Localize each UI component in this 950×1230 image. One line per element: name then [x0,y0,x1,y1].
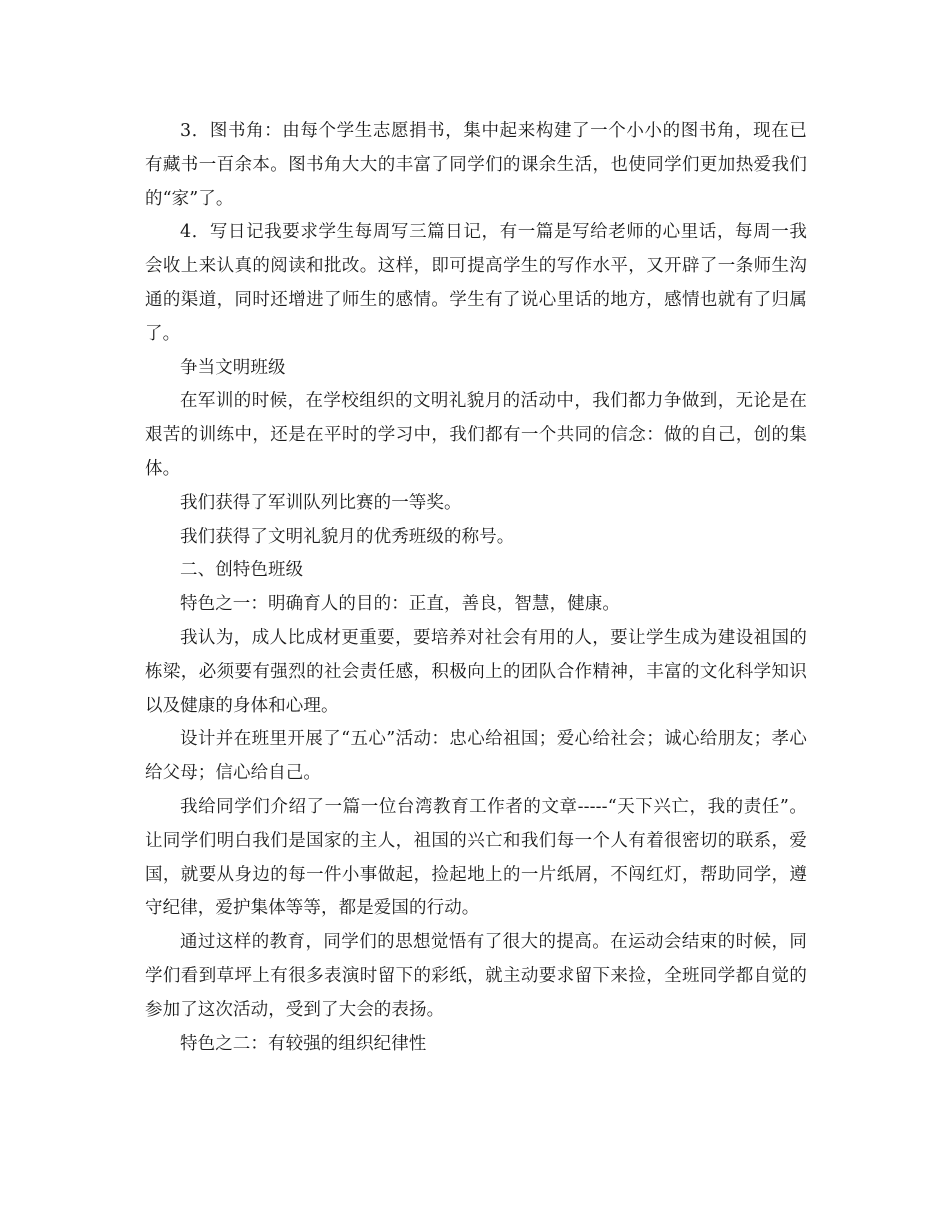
heading-civilized-class: 争当文明班级 [180,357,286,378]
paragraph-diary: 4．写日记我要求学生每周写三篇日记，有一篇是写给老师的心里话，每周一我会收上来认真的阅读和批改。这样，即可提高学生的写作水平，又开辟了一条师生沟通的渠道，同时还增进了师生的感情。学生有了说心里话的地方，感情也就有了归属了。 [145,222,807,344]
paragraph-award-courtesy: 我们获得了文明礼貌月的优秀班级的称号。 [180,526,515,547]
paragraph-five-hearts: 设计并在班里开展了“五心”活动：忠心给祖国；爱心给社会；诚心给朋友；孝心给父母；信心给自己。 [145,729,807,784]
paragraph-award-drill: 我们获得了军训队列比赛的一等奖。 [180,492,462,513]
paragraph-education-goal: 我认为，成人比成材更重要，要培养对社会有用的人，要让学生成为建设祖国的栋梁，必须要有强烈的社会责任感，积极向上的团队合作精神，丰富的文化科学知识以及健康的身体和心理。 [145,627,807,716]
heading-feature-two: 特色之二：有较强的组织纪律性 [180,1033,427,1054]
paragraph-sports-meet: 通过这样的教育，同学们的思想觉悟有了很大的提高。在运动会结束的时候，同学们看到草坪上有很多表演时留下的彩纸，就主动要求留下来捡，全班同学都自觉的参加了这次活动，受到了大会的表扬。 [145,932,807,1020]
paragraph-library-corner: 3．图书角：由每个学生志愿捐书，集中起来构建了一个小小的图书角，现在已有藏书一百余本。图书角大大的丰富了同学们的课余生活，也使同学们更加热爱我们的“家”了。 [145,121,807,209]
paragraph-military-training: 在军训的时候，在学校组织的文明礼貌月的活动中，我们都力争做到，无论是在艰苦的训练中，还是在平时的学习中，我们都有一个共同的信念：做的自己，创的集体。 [145,391,807,479]
document-body [145,115,807,1061]
heading-feature-one: 特色之一：明确育人的目的：正直，善良，智慧，健康。 [180,594,620,615]
heading-characteristic-class: 二、创特色班级 [180,560,304,581]
paragraph-article: 我给同学们介绍了一篇一位台湾教育工作者的文章-----“天下兴亡，我的责任”。让同学们明白我们是国家的主人，祖国的兴亡和我们每一个人有着很密切的联系，爱国，就要从身边的每一件小事做起，捡起地上的一片纸屑，不闯红灯，帮助同学，遵守纪律，爱护集体等等，都是爱国的行动。 [145,796,807,919]
